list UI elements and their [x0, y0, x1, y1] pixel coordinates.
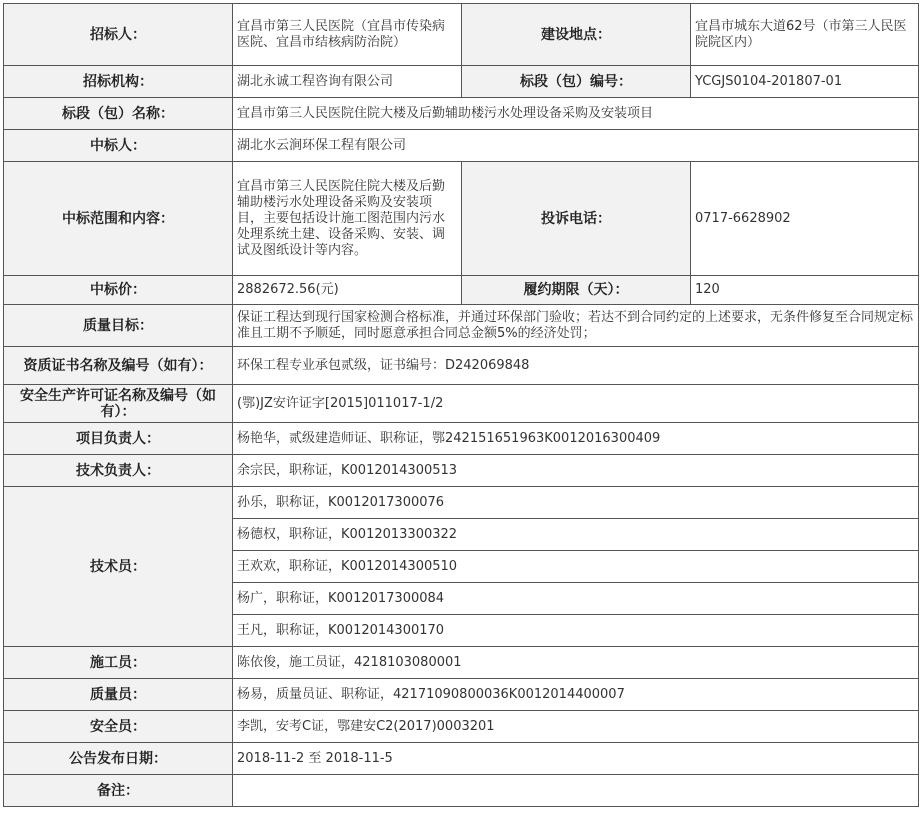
row-tech-lead [4, 455, 919, 487]
quality-goal-value: 保证工程达到现行国家检测合格标准，并通过环保部门验收；若达不到合同约定的上述要求，无条件修复至合同规定标准且工期不予顺延，同时愿意承担合同总金额5%的经济处罚； [233, 305, 919, 347]
remarks-value [233, 775, 919, 807]
row-remarks [4, 775, 919, 807]
remarks-label: 备注： [4, 775, 233, 807]
period-value: 120 [691, 276, 919, 305]
row-quality-staff [4, 679, 919, 711]
construction-staff-label: 施工员： [4, 647, 233, 679]
tenderer-label: 招标人： [4, 4, 233, 66]
publish-date-value: 2018-11-2 至 2018-11-5 [233, 743, 919, 775]
row-technician [4, 487, 919, 519]
row-agency [4, 66, 919, 98]
qualification-label: 资质证书名称及编号（如有）： [4, 347, 233, 385]
project-manager-label: 项目负责人： [4, 423, 233, 455]
lot-no-value: YCGJS0104-201807-01 [691, 66, 919, 98]
row-construction-staff [4, 647, 919, 679]
winner-value: 湖北水云涧环保工程有限公司 [233, 130, 919, 162]
winner-label: 中标人： [4, 130, 233, 162]
scope-value: 宜昌市第三人民医院住院大楼及后勤辅助楼污水处理设备采购及安装项目，主要包括设计施工图范围内污水处理系统土建、设备采购、安装、调试及图纸设计等内容。 [233, 162, 462, 276]
safety-staff-value: 李凯，安考C证，鄂建安C2(2017)0003201 [233, 711, 919, 743]
tenderer-value: 宜昌市第三人民医院（宜昌市传染病医院、宜昌市结核病防治院） [233, 4, 462, 66]
row-project-manager [4, 423, 919, 455]
row-winner [4, 130, 919, 162]
publish-date-label: 公告发布日期： [4, 743, 233, 775]
lot-name-label: 标段（包）名称： [4, 98, 233, 130]
row-quality-goal [4, 305, 919, 347]
quality-goal-label: 质量目标： [4, 305, 233, 347]
quality-staff-value: 杨易，质量员证、职称证，42171090800036K0012014400007 [233, 679, 919, 711]
lot-no-label: 标段（包）编号： [462, 66, 691, 98]
technician-item: 孙乐，职称证，K0012017300076 [233, 487, 919, 519]
project-manager-value: 杨艳华，贰级建造师证、职称证，鄂242151651963K0012016300409 [233, 423, 919, 455]
award-announcement-table [3, 3, 919, 807]
row-publish-date [4, 743, 919, 775]
row-safety-staff [4, 711, 919, 743]
complaint-phone-value: 0717-6628902 [691, 162, 919, 276]
row-safety-permit [4, 385, 919, 423]
row-price [4, 276, 919, 305]
row-tenderer [4, 4, 919, 66]
agency-label: 招标机构： [4, 66, 233, 98]
location-label: 建设地点： [462, 4, 691, 66]
safety-permit-value: (鄂)JZ安许证字[2015]011017-1/2 [233, 385, 919, 423]
technician-item: 杨广，职称证，K0012017300084 [233, 583, 919, 615]
technician-item: 王欢欢，职称证，K0012014300510 [233, 551, 919, 583]
price-value: 2882672.56(元) [233, 276, 462, 305]
row-lot-name [4, 98, 919, 130]
location-value: 宜昌市城东大道62号（市第三人民医院院区内） [691, 4, 919, 66]
lot-name-value: 宜昌市第三人民医院住院大楼及后勤辅助楼污水处理设备采购及安装项目 [233, 98, 919, 130]
row-scope [4, 162, 919, 276]
row-qualification [4, 347, 919, 385]
scope-label: 中标范围和内容： [4, 162, 233, 276]
quality-staff-label: 质量员： [4, 679, 233, 711]
safety-staff-label: 安全员： [4, 711, 233, 743]
technicians-label: 技术员： [4, 487, 233, 647]
price-label: 中标价： [4, 276, 233, 305]
technician-item: 王凡，职称证，K0012014300170 [233, 615, 919, 647]
tech-lead-value: 余宗民，职称证，K0012014300513 [233, 455, 919, 487]
construction-staff-value: 陈依俊，施工员证，4218103080001 [233, 647, 919, 679]
safety-permit-label: 安全生产许可证名称及编号（如有）： [4, 385, 233, 423]
period-label: 履约期限（天）： [462, 276, 691, 305]
agency-value: 湖北永诚工程咨询有限公司 [233, 66, 462, 98]
technician-item: 杨德权，职称证，K0012013300322 [233, 519, 919, 551]
qualification-value: 环保工程专业承包贰级，证书编号：D242069848 [233, 347, 919, 385]
tech-lead-label: 技术负责人： [4, 455, 233, 487]
complaint-phone-label: 投诉电话： [462, 162, 691, 276]
